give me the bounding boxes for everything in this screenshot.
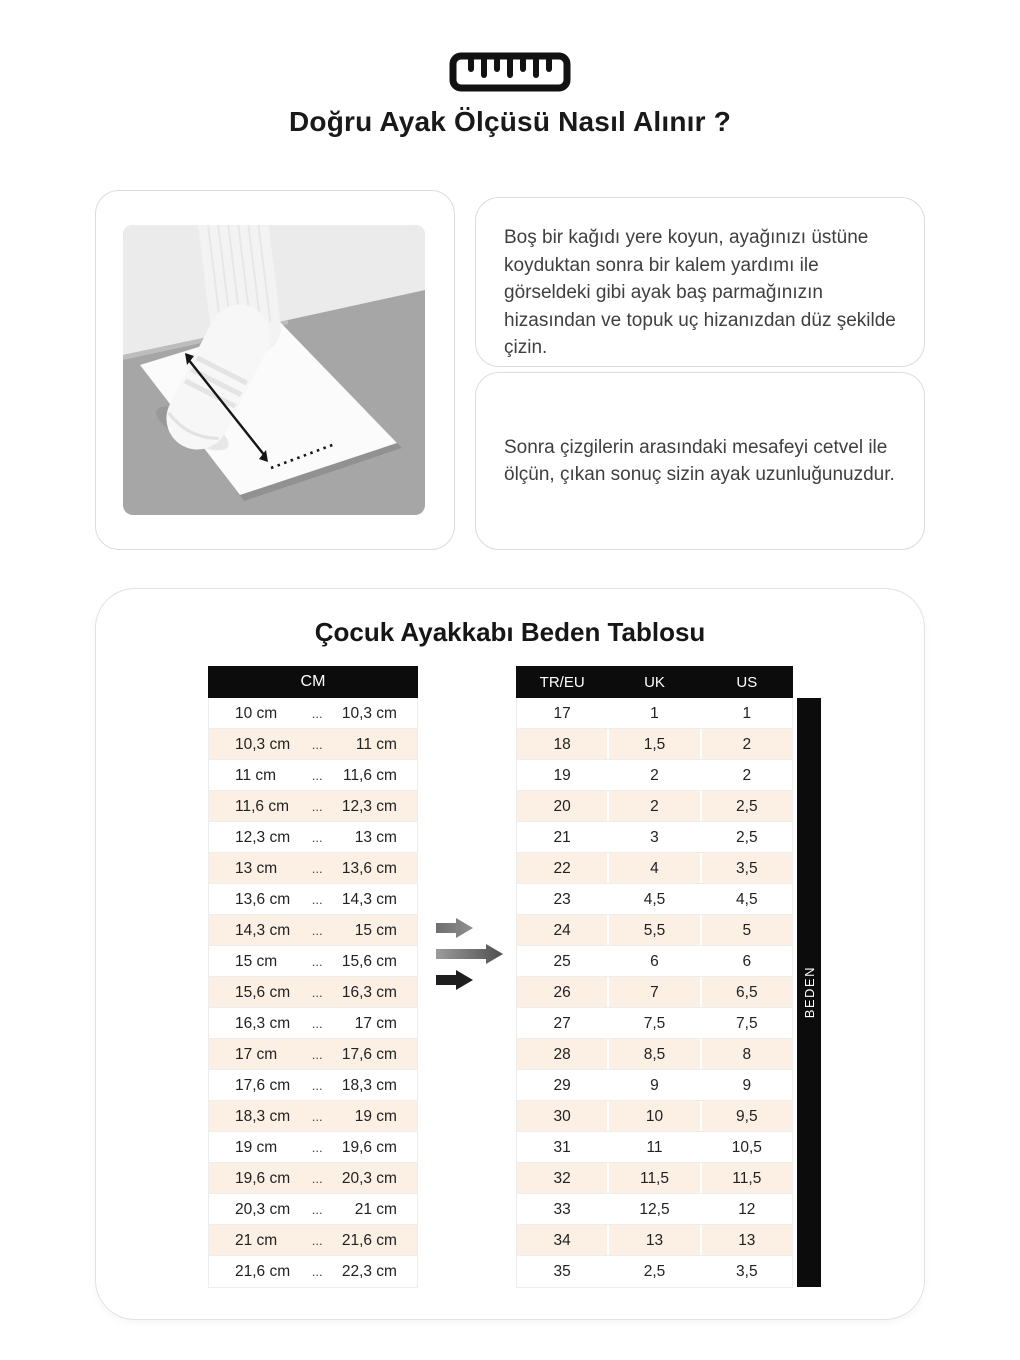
uk-header-label: UK bbox=[644, 673, 665, 691]
cm-min-value: 13 cm bbox=[235, 860, 278, 877]
treu-value: 22 bbox=[553, 860, 571, 877]
treu-header-label: TR/EU bbox=[539, 673, 585, 691]
beden-side-bar bbox=[797, 698, 821, 1287]
cm-max-value: 18,3 cm bbox=[341, 1077, 397, 1094]
uk-value: 12,5 bbox=[607, 1194, 699, 1224]
table-row bbox=[517, 1256, 792, 1287]
us-value: 6 bbox=[700, 946, 792, 976]
table-row bbox=[209, 884, 417, 915]
us-value: 8 bbox=[700, 1039, 792, 1069]
uk-value: 11,5 bbox=[607, 1163, 699, 1193]
table-row bbox=[517, 946, 792, 977]
measurement-photo-card bbox=[95, 190, 455, 550]
treu-value: 33 bbox=[553, 1201, 571, 1218]
range-separator: ... bbox=[311, 799, 323, 814]
cm-max-value: 15,6 cm bbox=[341, 953, 397, 970]
treu-value: 27 bbox=[553, 1015, 571, 1032]
range-separator: ... bbox=[311, 1233, 323, 1248]
table-row bbox=[209, 1101, 417, 1132]
treu-value: 34 bbox=[553, 1232, 571, 1249]
cm-min-value: 12,3 cm bbox=[235, 829, 291, 846]
table-row bbox=[209, 946, 417, 977]
cm-min-value: 19 cm bbox=[235, 1139, 278, 1156]
uk-value: 2 bbox=[607, 791, 699, 821]
range-separator: ... bbox=[311, 830, 323, 845]
cm-min-value: 15,6 cm bbox=[235, 984, 291, 1001]
us-value: 4,5 bbox=[700, 884, 792, 914]
cm-min-value: 14,3 cm bbox=[235, 922, 291, 939]
us-value: 11,5 bbox=[700, 1163, 792, 1193]
cm-max-value: 11,6 cm bbox=[342, 767, 397, 784]
table-row bbox=[517, 884, 792, 915]
cm-max-value: 10,3 cm bbox=[341, 705, 397, 722]
treu-value: 35 bbox=[553, 1263, 571, 1280]
cm-max-value: 22,3 cm bbox=[341, 1263, 397, 1280]
table-row bbox=[517, 1132, 792, 1163]
size-table-card bbox=[95, 588, 925, 1320]
uk-value: 5,5 bbox=[607, 915, 699, 945]
cm-min-value: 21 cm bbox=[235, 1232, 278, 1249]
range-separator: ... bbox=[311, 1078, 323, 1093]
treu-value: 21 bbox=[553, 829, 571, 846]
table-row bbox=[209, 1070, 417, 1101]
cm-max-value: 17,6 cm bbox=[341, 1046, 397, 1063]
us-value: 12 bbox=[700, 1194, 792, 1224]
us-value: 9 bbox=[700, 1070, 792, 1100]
sizes-table-body bbox=[516, 698, 793, 1288]
table-row bbox=[209, 1194, 417, 1225]
range-separator: ... bbox=[311, 923, 323, 938]
range-separator: ... bbox=[311, 985, 323, 1000]
range-separator: ... bbox=[311, 1109, 323, 1124]
cm-min-value: 20,3 cm bbox=[235, 1201, 291, 1218]
cm-max-value: 15 cm bbox=[354, 922, 397, 939]
cm-min-value: 17,6 cm bbox=[235, 1077, 291, 1094]
table-row bbox=[209, 729, 417, 760]
cm-min-value: 19,6 cm bbox=[235, 1170, 291, 1187]
uk-value: 4 bbox=[607, 853, 699, 883]
table-row bbox=[209, 915, 417, 946]
us-value: 2 bbox=[700, 729, 792, 759]
range-separator: ... bbox=[311, 954, 323, 969]
table-row bbox=[209, 791, 417, 822]
treu-value: 24 bbox=[553, 922, 571, 939]
table-row bbox=[517, 1008, 792, 1039]
cm-min-value: 15 cm bbox=[235, 953, 278, 970]
cm-min-value: 17 cm bbox=[235, 1046, 278, 1063]
treu-value: 32 bbox=[553, 1170, 571, 1187]
table-row bbox=[209, 822, 417, 853]
uk-value: 1 bbox=[607, 698, 699, 728]
uk-value: 3 bbox=[607, 822, 699, 852]
cm-max-value: 11 cm bbox=[355, 736, 397, 753]
cm-header-label: CM bbox=[300, 673, 326, 690]
us-value: 7,5 bbox=[700, 1008, 792, 1038]
cm-min-value: 11 cm bbox=[235, 767, 277, 784]
treu-value: 25 bbox=[553, 953, 571, 970]
range-separator: ... bbox=[311, 861, 323, 876]
uk-value: 4,5 bbox=[607, 884, 699, 914]
cm-min-value: 16,3 cm bbox=[235, 1015, 291, 1032]
size-tables-area bbox=[96, 666, 926, 1287]
sizes-table bbox=[516, 666, 793, 1288]
uk-value: 7 bbox=[607, 977, 699, 1007]
treu-value: 29 bbox=[553, 1077, 571, 1094]
table-row bbox=[517, 1070, 792, 1101]
cm-min-value: 10 cm bbox=[235, 705, 278, 722]
cm-max-value: 16,3 cm bbox=[341, 984, 397, 1001]
us-value: 6,5 bbox=[700, 977, 792, 1007]
instruction-card-2 bbox=[475, 372, 925, 550]
cm-max-value: 13 cm bbox=[354, 829, 397, 846]
table-row bbox=[209, 1039, 417, 1070]
range-separator: ... bbox=[311, 737, 323, 752]
treu-value: 23 bbox=[553, 891, 571, 908]
page-title: Doğru Ayak Ölçüsü Nasıl Alınır ? bbox=[288, 106, 732, 137]
treu-value: 30 bbox=[553, 1108, 571, 1125]
cm-min-value: 18,3 cm bbox=[235, 1108, 291, 1125]
table-row bbox=[517, 1225, 792, 1256]
uk-value: 2,5 bbox=[607, 1256, 699, 1287]
table-row bbox=[517, 791, 792, 822]
treu-value: 18 bbox=[553, 736, 571, 753]
us-value: 2,5 bbox=[700, 822, 792, 852]
treu-value: 17 bbox=[553, 705, 571, 722]
range-separator: ... bbox=[311, 706, 323, 721]
cm-table bbox=[208, 666, 418, 1288]
cm-max-value: 21,6 cm bbox=[341, 1232, 397, 1249]
cm-min-value: 21,6 cm bbox=[235, 1263, 291, 1280]
cm-max-value: 17 cm bbox=[354, 1015, 397, 1032]
us-value: 2,5 bbox=[700, 791, 792, 821]
cm-max-value: 21 cm bbox=[354, 1201, 397, 1218]
table-row bbox=[517, 698, 792, 729]
cm-table-header bbox=[208, 666, 418, 698]
us-value: 3,5 bbox=[700, 1256, 792, 1287]
uk-value: 1,5 bbox=[607, 729, 699, 759]
table-row bbox=[209, 977, 417, 1008]
uk-value: 13 bbox=[607, 1225, 699, 1255]
beden-label: BEDEN bbox=[801, 966, 817, 1019]
instruction-text-2: Sonra çizgilerin arasındaki mesafeyi cetvel ile ölçün, çıkan sonuç sizin ayak uzunluğunuzdur. bbox=[504, 436, 895, 485]
treu-value: 28 bbox=[553, 1046, 571, 1063]
us-value: 13 bbox=[700, 1225, 792, 1255]
range-separator: ... bbox=[311, 768, 323, 783]
cm-max-value: 19,6 cm bbox=[341, 1139, 397, 1156]
table-row bbox=[209, 760, 417, 791]
instruction-text-1: Boş bir kağıdı yere koyun, ayağınızı üstüne koyduktan sonra bir kalem yardımı ile görseldeki gibi ayak baş parmağınızın hizasından ve topuk uç hizanızdan düz şekilde çizin. bbox=[504, 227, 896, 358]
table-row bbox=[209, 1163, 417, 1194]
range-separator: ... bbox=[311, 1264, 323, 1279]
ruler-icon bbox=[0, 50, 1020, 94]
cm-min-value: 10,3 cm bbox=[235, 736, 291, 753]
table-row bbox=[209, 1225, 417, 1256]
table-row bbox=[517, 822, 792, 853]
uk-value: 2 bbox=[607, 760, 699, 790]
treu-value: 31 bbox=[553, 1139, 571, 1156]
table-row bbox=[209, 1132, 417, 1163]
uk-value: 9 bbox=[607, 1070, 699, 1100]
range-separator: ... bbox=[311, 1202, 323, 1217]
table-row bbox=[517, 760, 792, 791]
cm-max-value: 13,6 cm bbox=[341, 860, 397, 877]
treu-value: 20 bbox=[553, 798, 571, 815]
sizes-table-header bbox=[516, 666, 793, 698]
us-value: 3,5 bbox=[700, 853, 792, 883]
us-value: 1 bbox=[700, 698, 792, 728]
range-separator: ... bbox=[311, 1171, 323, 1186]
table-row bbox=[517, 915, 792, 946]
size-table-title: Çocuk Ayakkabı Beden Tablosu bbox=[314, 617, 706, 647]
foot-measurement-photo bbox=[123, 225, 425, 515]
treu-value: 26 bbox=[553, 984, 571, 1001]
arrows-right-icon bbox=[434, 918, 512, 995]
table-row bbox=[517, 977, 792, 1008]
instruction-card-1 bbox=[475, 197, 925, 367]
us-value: 9,5 bbox=[700, 1101, 792, 1131]
us-value: 2 bbox=[700, 760, 792, 790]
table-row bbox=[209, 853, 417, 884]
cm-max-value: 12,3 cm bbox=[341, 798, 397, 815]
range-separator: ... bbox=[311, 1047, 323, 1062]
table-row bbox=[517, 1039, 792, 1070]
range-separator: ... bbox=[311, 1016, 323, 1031]
cm-min-value: 11,6 cm bbox=[235, 798, 289, 815]
uk-value: 6 bbox=[607, 946, 699, 976]
cm-table-body bbox=[208, 698, 418, 1288]
table-row bbox=[209, 1008, 417, 1039]
cm-max-value: 19 cm bbox=[354, 1108, 397, 1125]
range-separator: ... bbox=[311, 892, 323, 907]
table-row bbox=[209, 698, 417, 729]
us-header-label: US bbox=[736, 673, 758, 691]
cm-max-value: 14,3 cm bbox=[341, 891, 397, 908]
table-row bbox=[517, 1101, 792, 1132]
us-value: 10,5 bbox=[700, 1132, 792, 1162]
uk-value: 11 bbox=[607, 1132, 699, 1162]
table-row bbox=[517, 1163, 792, 1194]
range-separator: ... bbox=[311, 1140, 323, 1155]
table-row bbox=[517, 853, 792, 884]
table-row bbox=[517, 729, 792, 760]
us-value: 5 bbox=[700, 915, 792, 945]
table-row bbox=[517, 1194, 792, 1225]
cm-min-value: 13,6 cm bbox=[235, 891, 291, 908]
uk-value: 10 bbox=[607, 1101, 699, 1131]
uk-value: 7,5 bbox=[607, 1008, 699, 1038]
table-row bbox=[209, 1256, 417, 1287]
uk-value: 8,5 bbox=[607, 1039, 699, 1069]
cm-max-value: 20,3 cm bbox=[341, 1170, 397, 1187]
treu-value: 19 bbox=[553, 767, 571, 784]
